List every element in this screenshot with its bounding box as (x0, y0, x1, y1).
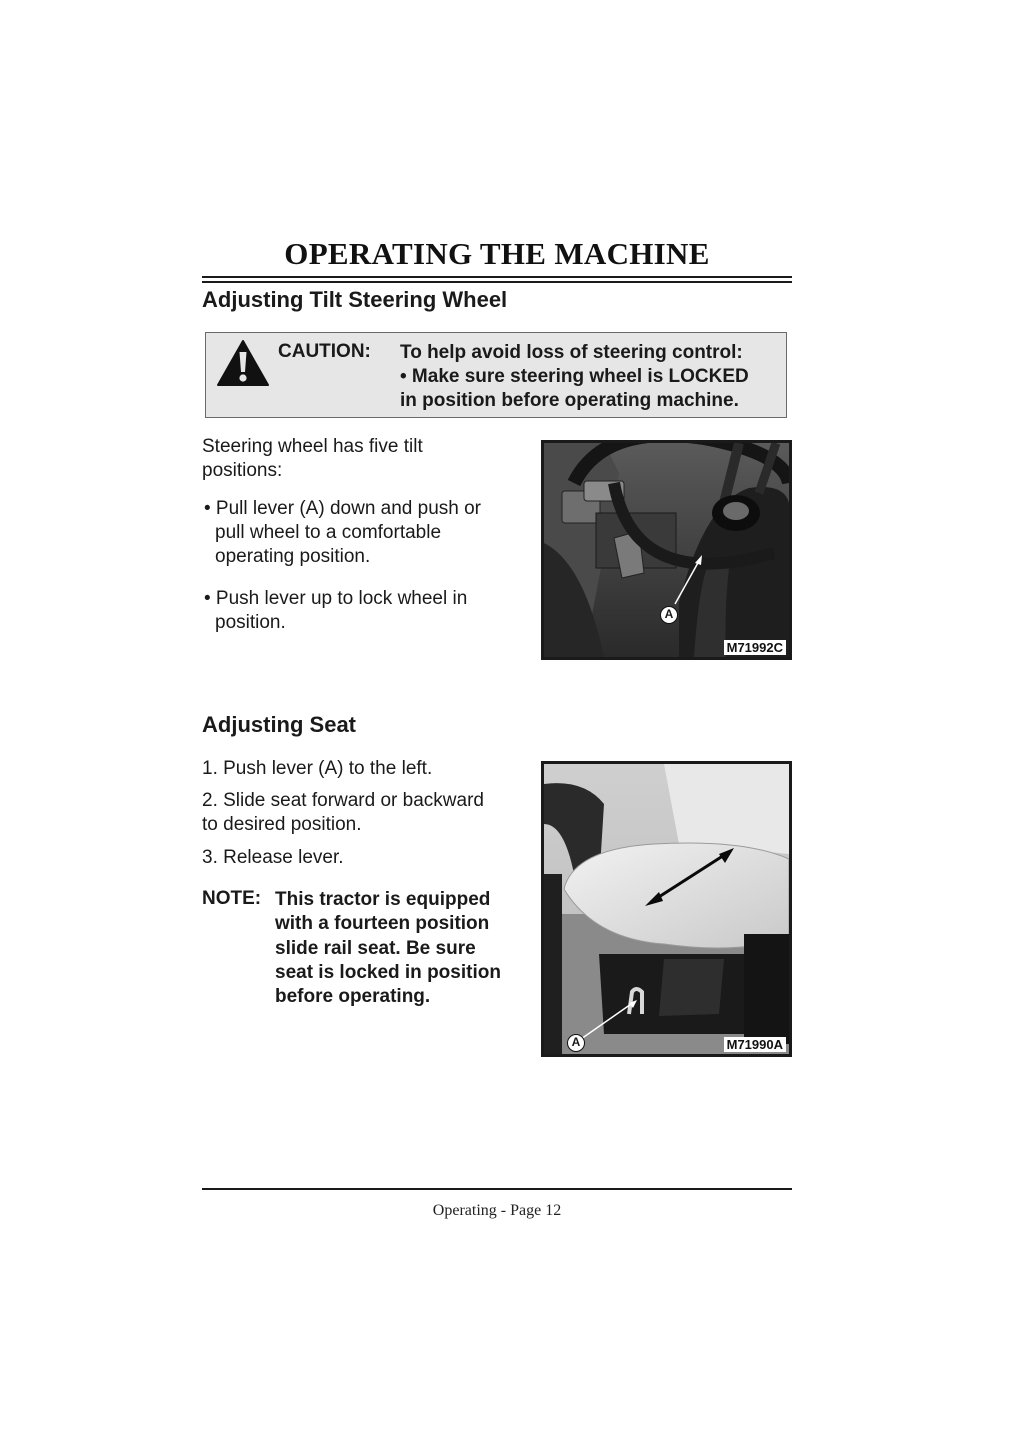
tilt-bullet-1 (204, 497, 481, 569)
note-line: This tractor is equipped (275, 889, 491, 910)
text-line: • Pull lever (A) down and push or (204, 498, 482, 519)
seat-step-3 (202, 846, 344, 870)
steering-wheel-figure (541, 440, 792, 660)
text-line: position. (215, 612, 286, 633)
header-rule-top (202, 276, 792, 278)
seat-step-1 (202, 757, 432, 781)
note-label: NOTE: (202, 888, 262, 909)
seat-photo (544, 764, 789, 1054)
caution-text (400, 341, 749, 413)
text-line: pull wheel to a comfortable (215, 522, 442, 543)
caution-line: • Make sure steering wheel is LOCKED (400, 366, 749, 387)
note-line: seat is locked in position (275, 961, 501, 983)
note-line: with a fourteen position (275, 913, 490, 935)
warning-triangle-icon (216, 339, 270, 387)
page-footer: Operating - Page 12 (432, 1202, 562, 1219)
note-text (275, 888, 501, 1009)
note-line: before operating. (275, 986, 431, 1008)
text-line: 3. Release lever. (202, 847, 344, 868)
text-line: Steering wheel has five tilt (202, 436, 423, 457)
caution-line: To help avoid loss of steering control: (400, 342, 743, 363)
figure-code: M71990A (724, 1037, 786, 1052)
text-line: • Push lever up to lock wheel in (204, 588, 468, 609)
text-line: 1. Push lever (A) to the left. (202, 758, 433, 779)
seat-section-heading: Adjusting Seat (202, 712, 357, 737)
tilt-section-heading: Adjusting Tilt Steering Wheel (202, 287, 508, 312)
seat-step-2 (202, 789, 484, 837)
caution-line: in position before operating machine. (400, 390, 739, 411)
tilt-bullet-2 (204, 587, 467, 635)
header-rule-bottom (202, 281, 792, 283)
page-title: OPERATING THE MACHINE (284, 236, 710, 271)
seat-figure (541, 761, 792, 1057)
text-line: operating position. (215, 546, 371, 567)
caution-label: CAUTION: (278, 341, 371, 362)
tilt-intro (202, 435, 423, 483)
text-line: 2. Slide seat forward or backward (202, 790, 484, 811)
note-line: slide rail seat. Be sure (275, 937, 476, 959)
figure-code: M71992C (724, 640, 786, 655)
text-line: positions: (202, 460, 283, 481)
caution-box (205, 332, 787, 418)
steering-wheel-photo (544, 443, 789, 657)
callout-a-badge: A (567, 1034, 585, 1052)
text-line: to desired position. (202, 814, 362, 835)
footer-rule (202, 1188, 792, 1190)
callout-a-badge: A (660, 606, 678, 624)
